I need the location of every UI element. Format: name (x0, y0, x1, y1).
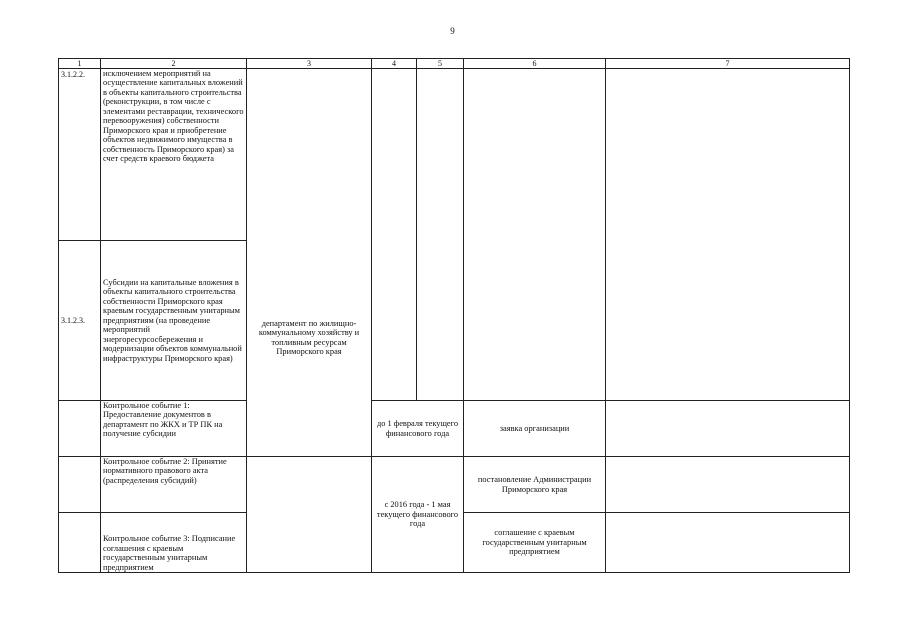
column-header: 3 (247, 59, 372, 69)
row-name: Контрольное событие 3: Подписание соглашения с краевым государственным унитарным предприятием (101, 513, 247, 573)
row-name: Контрольное событие 1: Предоставление документов в департамент по ЖКХ и ТР ПК на получение субсидии (101, 401, 247, 457)
result-cell: соглашение с краевым государственным унитарным предприятием (464, 513, 606, 573)
result-cell: заявка организации (464, 401, 606, 457)
column-header: 6 (464, 59, 606, 69)
row-name: исключением мероприятий на осуществление капитальных вложений в объекты капитального строительства (реконструкции, в том числе с элементами реставрации, технического перевооружения) собственности Приморского края и приобретение объектов недвижимого имущества в собственность Приморского края) за счет средств краевого бюджета (101, 69, 247, 241)
result-cell: постановление Администрации Приморского края (464, 457, 606, 513)
empty-cell (606, 401, 850, 457)
empty-cell (417, 69, 464, 401)
row-number: 3.1.2.3. (59, 241, 101, 401)
table-row (59, 457, 850, 513)
column-header: 1 (59, 59, 101, 69)
column-header: 2 (101, 59, 247, 69)
empty-cell (464, 69, 606, 401)
empty-cell (606, 69, 850, 401)
column-header-row (59, 59, 850, 69)
row-number (59, 457, 101, 513)
date-cell: с 2016 года - 1 мая текущего финансового года (372, 457, 464, 573)
row-name: Субсидии на капитальные вложения в объекты капитального строительства собственности Приморского края краевым государственным унитарным предприятиям (на проведение мероприятий энергоресурсосбережения и модернизации объектов коммунальной инфраструктуры Приморского края) (101, 241, 247, 401)
table-row (59, 69, 850, 241)
row-number (59, 401, 101, 457)
date-cell: до 1 февраля текущего финансового года (372, 401, 464, 457)
plan-table (58, 58, 850, 573)
column-header: 5 (417, 59, 464, 69)
column-header: 4 (372, 59, 417, 69)
empty-cell (606, 513, 850, 573)
row-number (59, 513, 101, 573)
row-number: 3.1.2.2. (59, 69, 101, 241)
page-number: 9 (450, 26, 455, 36)
table-row (59, 401, 850, 457)
empty-cell (372, 69, 417, 401)
column-header: 7 (606, 59, 850, 69)
empty-cell (606, 457, 850, 513)
row-name: Контрольное событие 2: Принятие нормативного правового акта (распределения субсидий) (101, 457, 247, 513)
empty-cell (247, 457, 372, 573)
executor-cell: департамент по жилищно-коммунальному хозяйству и топливным ресурсам Приморского края (247, 69, 372, 457)
